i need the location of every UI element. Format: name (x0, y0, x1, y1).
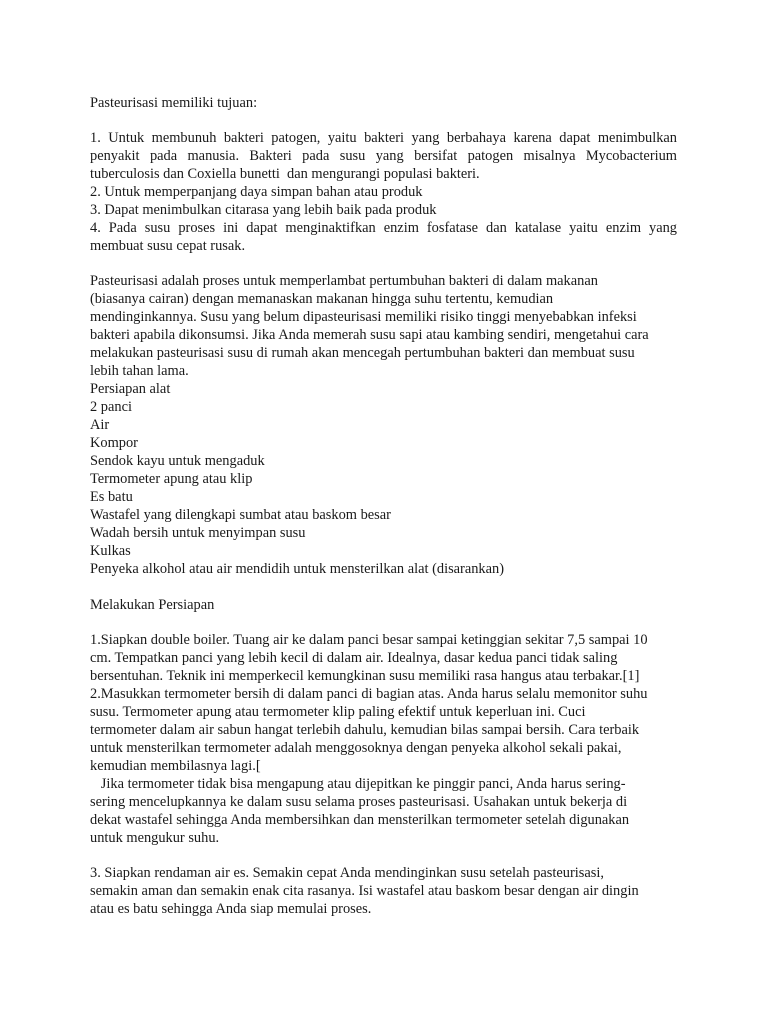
step-line: susu. Termometer apung atau termometer klip paling efektif untuk keperluan ini. Cuci (90, 704, 586, 720)
step-line: cm. Tempatkan panci yang lebih kecil di dalam air. Idealnya, dasar kedua panci tidak saling (90, 650, 618, 666)
intro-line: mendinginkannya. Susu yang belum dipasteurisasi memiliki risiko tinggi menyebabkan infeksi (90, 309, 637, 325)
tool-item: Wadah bersih untuk menyimpan susu (90, 525, 306, 541)
tool-item: Kompor (90, 435, 138, 451)
tool-item: Wastafel yang dilengkapi sumbat atau baskom besar (90, 507, 391, 523)
step-line: Jika termometer tidak bisa mengapung atau dijepitkan ke pinggir panci, Anda harus sering- (90, 776, 626, 792)
tool-item: Sendok kayu untuk mengaduk (90, 453, 265, 469)
objective-line: penyakit pada manusia. Bakteri pada susu yang bersifat patogen misalnya Mycobacterium (90, 148, 677, 164)
objective-line: 1. Untuk membunuh bakteri patogen, yaitu bakteri yang berbahaya karena dapat menimbulkan (90, 130, 677, 146)
step-line: 2.Masukkan termometer bersih di dalam panci di bagian atas. Anda harus selalu memonitor suhu (90, 686, 648, 702)
tool-item: Kulkas (90, 543, 131, 559)
step-line: untuk mengukur suhu. (90, 830, 220, 846)
step-line: termometer dalam air sabun hangat terlebih dahulu, kemudian bilas sampai bersih. Cara terbaik (90, 722, 640, 738)
objective-line: 3. Dapat menimbulkan citarasa yang lebih baik pada produk (90, 202, 437, 218)
step-line: 1.Siapkan double boiler. Tuang air ke dalam panci besar sampai ketinggian sekitar 7,5 sampai 10 (90, 632, 648, 648)
step-line: kemudian membilasnya lagi.[ (90, 758, 261, 774)
step3-line: atau es batu sehingga Anda siap memulai proses. (90, 901, 372, 917)
intro-line: melakukan pasteurisasi susu di rumah akan mencegah pertumbuhan bakteri dan membuat susu (90, 345, 635, 361)
tool-item: Penyeka alkohol atau air mendidih untuk mensterilkan alat (disarankan) (90, 561, 504, 577)
step3-line: semakin aman dan semakin enak cita rasanya. Isi wastafel atau baskom besar dengan air dingin (90, 883, 639, 899)
prep-heading: Melakukan Persiapan (90, 597, 215, 613)
tool-item: 2 panci (90, 399, 132, 415)
step-line: bersentuhan. Teknik ini memperkecil kemungkinan susu memiliki rasa hangus atau terbakar.[1] (90, 668, 640, 684)
objective-line: membuat susu cepat rusak. (90, 238, 246, 254)
intro-line: (biasanya cairan) dengan memanaskan makanan hingga suhu tertentu, kemudian (90, 291, 554, 307)
intro-line: Pasteurisasi adalah proses untuk memperlambat pertumbuhan bakteri di dalam makanan (90, 273, 598, 289)
step-line: untuk mensterilkan termometer adalah menggosoknya dengan penyeka alkohol sekali pakai, (90, 740, 622, 756)
section-title: Pasteurisasi memiliki tujuan: (90, 95, 258, 111)
tool-item: Air (90, 417, 110, 433)
objective-line: 2. Untuk memperpanjang daya simpan bahan atau produk (90, 184, 423, 200)
tools-heading: Persiapan alat (90, 381, 171, 397)
intro-line: bakteri apabila dikonsumsi. Jika Anda memerah susu sapi atau kambing sendiri, mengetahui cara (90, 327, 649, 343)
step3-line: 3. Siapkan rendaman air es. Semakin cepat Anda mendinginkan susu setelah pasteurisasi, (90, 865, 604, 881)
objective-line: tuberculosis dan Coxiella bunetti dan mengurangi populasi bakteri. (90, 166, 480, 182)
intro-line: lebih tahan lama. (90, 363, 189, 379)
tool-item: Es batu (90, 489, 133, 505)
step-line: sering mencelupkannya ke dalam susu selama proses pasteurisasi. Usahakan untuk bekerja di (90, 794, 628, 810)
step-line: dekat wastafel sehingga Anda membersihkan dan mensterilkan termometer setelah digunakan (90, 812, 630, 828)
objective-line: 4. Pada susu proses ini dapat menginaktifkan enzim fosfatase dan katalase yaitu enzim yang (90, 220, 677, 236)
tool-item: Termometer apung atau klip (90, 471, 253, 487)
